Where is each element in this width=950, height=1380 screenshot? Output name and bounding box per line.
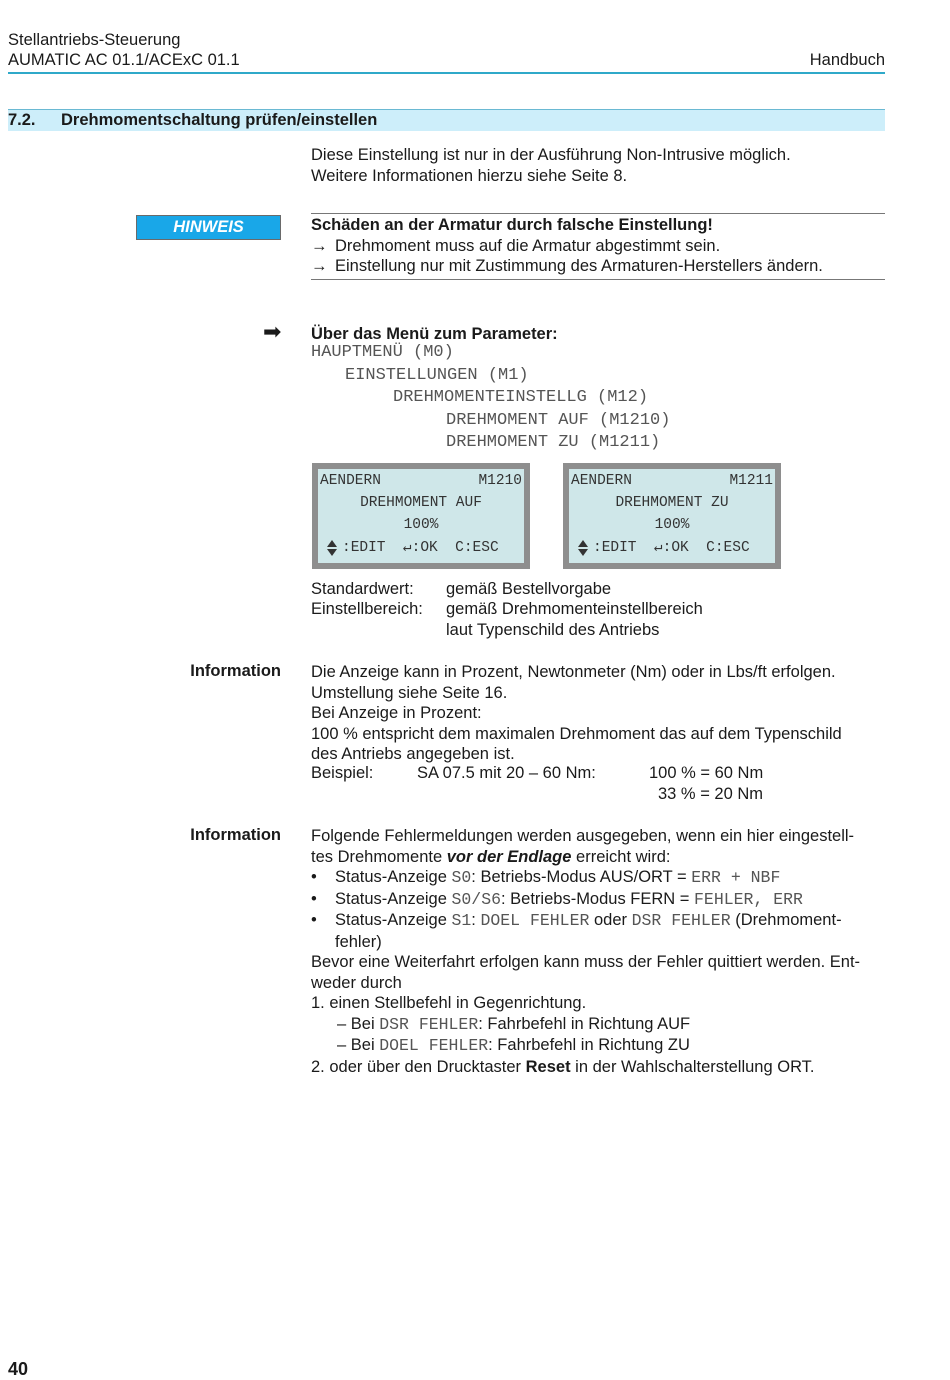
menu-path-level-3: DREHMOMENT ZU (M1211) [446,433,661,452]
text-run: oder [589,911,632,929]
lcd-mode: AENDERN [320,473,381,489]
error-code: FEHLER, ERR [694,889,803,909]
lcd-value: 100% [403,517,439,533]
step-item: 1. einen Stellbefehl in Gegenrichtung. [311,994,587,1012]
doc-subtitle: AUMATIC AC 01.1/ACExC 01.1 [8,51,240,69]
text-run: Bei [350,1036,380,1054]
text-run: Status-Anzeige [335,889,452,908]
setting-label: Einstellbereich: [311,600,423,618]
info-line: Folgende Fehlermeldungen werden ausgegeben, wenn ein hier eingestell- [311,827,855,845]
sub-step [311,1035,885,1057]
notice-bottom-rule [311,279,885,280]
notice-item [311,236,823,257]
lcd-code: M1211 [729,473,773,489]
text-run: : Betriebs-Modus FERN = [501,889,695,908]
lcd-display [312,463,530,569]
arrow-icon: → [311,236,328,255]
status-bullet [311,867,885,889]
info-line: weder durch [311,973,402,992]
error-code: DOEL FEHLER [480,911,590,930]
setting-label: Standardwert: [311,580,414,598]
lcd-footer: :EDIT ↵:OK C:ESC [342,540,499,556]
doc-title: Stellantriebs-Steuerung [8,31,181,49]
intro-line: Diese Einstellung ist nur in der Ausführung Non-Intrusive möglich. [311,146,791,164]
text-run: erreicht wird: [571,847,671,866]
intro-text [311,145,791,186]
info-block [311,662,842,765]
text-run: 2. oder über den Drucktaster [311,1057,526,1076]
info-line: Die Anzeige kann in Prozent, Newtonmeter (Nm) oder in Lbs/ft erfolgen. [311,663,836,681]
notice-item [311,256,823,277]
doc-type: Handbuch [809,51,885,69]
error-code: DSR FEHLER [379,1014,479,1034]
status-code: S0/S6 [451,889,501,909]
info-line [311,847,885,868]
info-line: Bevor eine Weiterfahrt erfolgen kann muss der Fehler quittiert werden. Ent- [311,953,861,971]
text-run: : Betriebs-Modus AUS/ORT = [471,868,692,886]
bullet-icon: • [311,889,317,908]
text-run: tes Drehmomente [311,847,447,866]
dash-icon: – [337,1014,347,1033]
menu-heading: Über das Menü zum Parameter: [311,325,558,343]
error-code: DOEL FEHLER [379,1036,489,1055]
notice-block [311,215,823,277]
menu-path-level-2: DREHMOMENTEINSTELLG (M12) [393,388,649,407]
setting-value: laut Typenschild des Antriebs [446,621,660,639]
notice-title: Schäden an der Armatur durch falsche Einstellung! [311,216,713,234]
menu-path-level-1: EINSTELLUNGEN (M1) [345,366,529,385]
error-code: ERR + NBF [691,868,781,887]
text-run: Status-Anzeige [335,911,452,929]
text-run: fehler) [335,932,382,951]
status-code: S1 [451,911,472,930]
sub-step [311,1014,885,1036]
bullet-icon: • [311,911,317,929]
notice-item-text: Drehmoment muss auf die Armatur abgestimmt sein. [335,236,721,255]
status-code: S0 [451,868,472,887]
info-label: Information [190,826,281,844]
info-label: Information [190,662,281,680]
arrow-icon: → [311,257,328,275]
text-run: Bei [350,1014,380,1033]
step-item [311,1057,885,1078]
notice-top-rule [311,213,885,214]
status-bullet [311,889,885,911]
info-line: des Antriebs angegeben ist. [311,745,515,763]
lcd-screen [569,469,775,563]
example-result: 33 % = 20 Nm [658,785,764,803]
lcd-title: DREHMOMENT AUF [360,495,482,511]
text-run: Status-Anzeige [335,868,452,886]
text-run: in der Wahlschalterstellung ORT. [570,1057,815,1076]
info-line: Bei Anzeige in Prozent: [311,704,482,722]
section-header [8,109,885,131]
setting-value: gemäß Bestellvorgabe [446,580,612,598]
up-triangle-icon [578,540,588,547]
example-model: SA 07.5 mit 20 – 60 Nm: [417,764,596,782]
text-run: (Drehmoment- [730,911,842,929]
pointing-hand-icon: ➡ [263,319,282,344]
lcd-title: DREHMOMENT ZU [615,495,729,511]
status-bullet [311,910,885,952]
emphasis-text: vor der Endlage [446,847,572,866]
example-label: Beispiel: [311,764,374,782]
example-result: 100 % = 60 Nm [649,764,764,782]
notice-badge: HINWEIS [136,215,281,240]
lcd-mode: AENDERN [571,473,632,489]
info-line: 100 % entspricht dem maximalen Drehmoment das auf dem Typenschild [311,724,842,743]
menu-path-level-3: DREHMOMENT AUF (M1210) [446,411,671,430]
lcd-footer: :EDIT ↵:OK C:ESC [593,540,750,556]
menu-path-level-0: HAUPTMENÜ (M0) [311,343,454,362]
down-triangle-icon [578,549,588,556]
bullet-icon: • [311,868,317,886]
section-title: Drehmomentschaltung prüfen/einstellen [61,111,378,129]
lcd-screen [318,469,524,563]
notice-item-text: Einstellung nur mit Zustimmung des Armaturen-Herstellers ändern. [335,257,823,275]
header-rule [8,72,885,74]
lcd-display [563,463,781,569]
lcd-code: M1210 [478,473,522,489]
down-triangle-icon [327,549,337,556]
setting-value: gemäß Drehmomenteinstellbereich [446,600,703,618]
info-line: Umstellung siehe Seite 16. [311,683,508,702]
intro-line: Weitere Informationen hierzu siehe Seite 8. [311,166,628,185]
section-number: 7.2. [8,111,36,129]
text-run: : Fahrbefehl in Richtung AUF [478,1014,691,1033]
info-block [311,826,885,1077]
reset-label: Reset [525,1057,571,1076]
text-run: : [471,911,481,929]
error-code: DSR FEHLER [631,911,731,930]
up-triangle-icon [327,540,337,547]
page-number: 40 [8,1359,29,1379]
dash-icon: – [337,1036,347,1054]
lcd-value: 100% [654,517,690,533]
text-run: : Fahrbefehl in Richtung ZU [488,1036,690,1054]
